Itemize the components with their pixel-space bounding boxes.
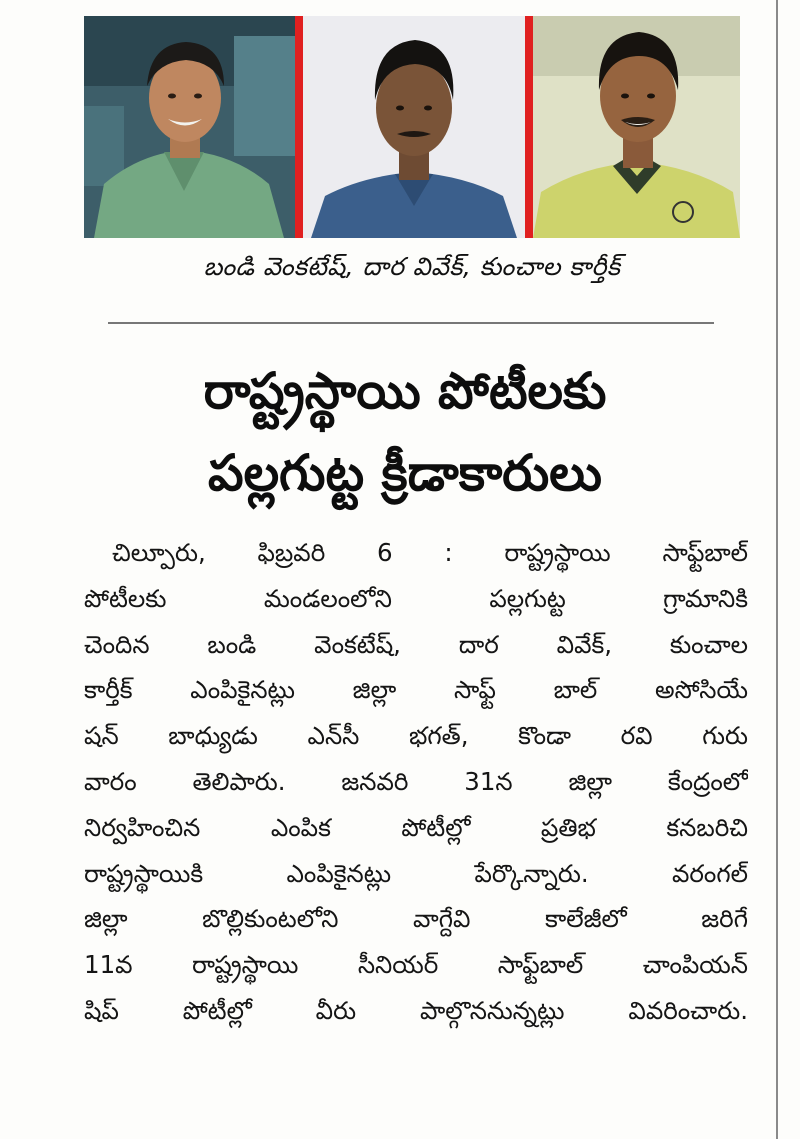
article-line: షిప్ పోటీల్లో వీరు పాల్గొననున్నట్లు వివరించారు. bbox=[84, 995, 748, 1025]
article-line: కార్తీక్ ఎంపికైనట్లు జిల్లా సాఫ్ట్ బాల్ అసోసియే bbox=[84, 675, 748, 705]
article-body bbox=[84, 530, 748, 1034]
photo-strip bbox=[84, 16, 740, 238]
article-line: చెందిన బండి వెంకటేష్, దార వివేక్, కుంచాల bbox=[84, 629, 748, 659]
player-photo-2 bbox=[303, 16, 525, 238]
article-line: వారం తెలిపారు. జనవరి 31న జిల్లా కేంద్రంలో bbox=[84, 766, 748, 796]
article-line: షన్ బాధ్యుడు ఎన్‌సీ భగత్, కొండా రవి గురు bbox=[84, 721, 748, 751]
clipping-edge bbox=[776, 0, 778, 1139]
photo-caption: బండి వెంకటేష్, దార వివేక్, కుంచాల కార్తీక్ bbox=[203, 252, 621, 281]
photo-divider-1 bbox=[295, 16, 303, 238]
player-photo-1 bbox=[84, 16, 295, 238]
player-photo-3 bbox=[533, 16, 740, 238]
headline-line-2: పల్లగుట్ట క్రీడాకారులు bbox=[208, 444, 602, 502]
article-line: చిల్పూరు, ఫిబ్రవరి 6 : రాష్ట్రస్థాయి సాఫ్ట్‌బాల్ bbox=[112, 538, 748, 567]
article-line: 11వ రాష్ట్రస్థాయి సీనియర్ సాఫ్ట్‌బాల్ చాంపియన్ bbox=[84, 950, 748, 980]
headline-line-1: రాష్ట్రస్థాయి పోటీలకు bbox=[203, 362, 607, 420]
photo-divider-2 bbox=[525, 16, 533, 238]
divider-line bbox=[108, 322, 714, 324]
article-line: రాష్ట్రస్థాయికి ఎంపికైనట్లు పేర్కొన్నారు. వరంగల్ bbox=[84, 858, 748, 888]
headline bbox=[60, 350, 750, 514]
article-line: జిల్లా బొల్లికుంటలోని వాగ్దేవి కాలేజీలో జరిగే bbox=[84, 904, 748, 934]
article-line: పోటీలకు మండలంలోని పల్లగుట్ట గ్రామానికి bbox=[84, 583, 748, 613]
article-line: నిర్వహించిన ఎంపిక పోటీల్లో ప్రతిభ కనబరిచి bbox=[84, 812, 748, 842]
